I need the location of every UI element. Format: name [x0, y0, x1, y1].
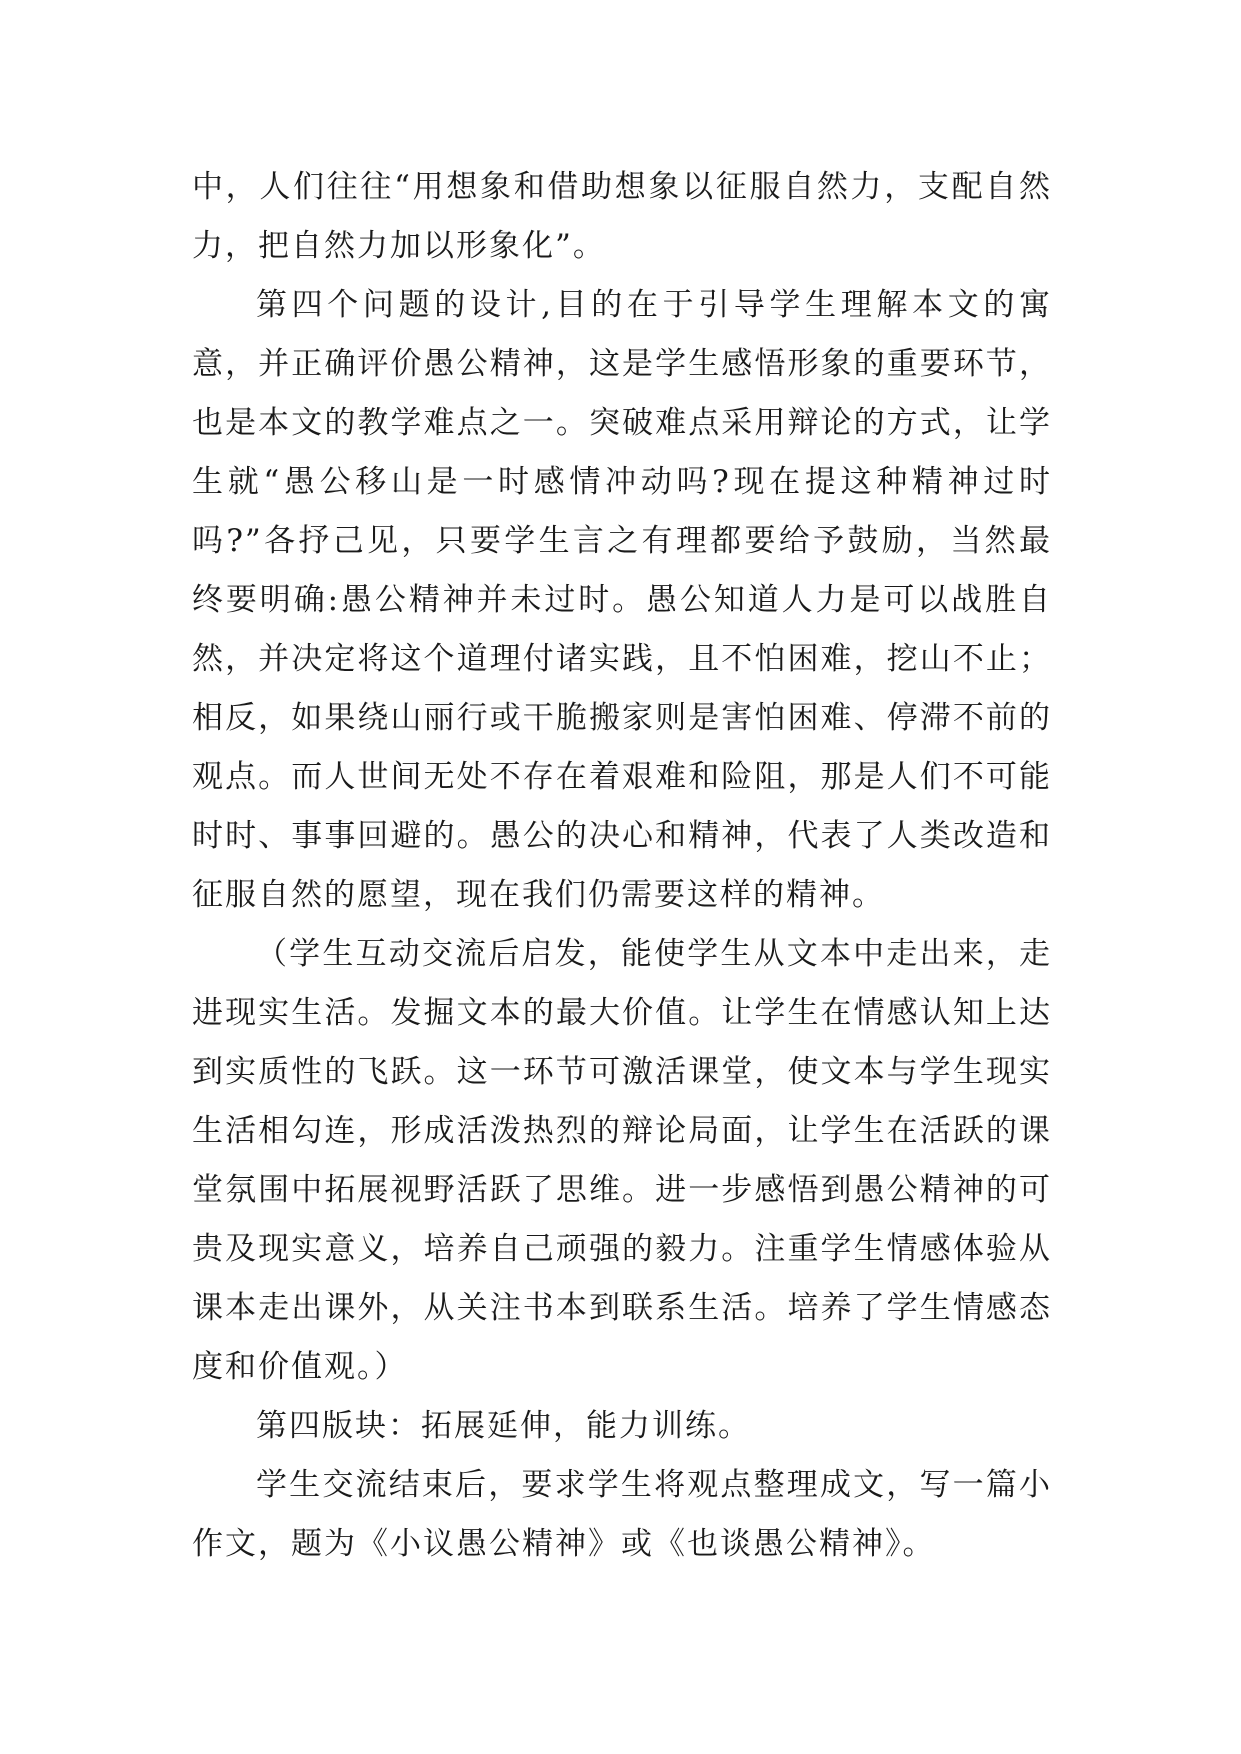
paragraph-continuation: 中，人们往往“用想象和借助想象以征服自然力，支配自然力，把自然力加以形象化”。 [192, 169, 1052, 264]
paragraph-assignment: 学生交流结束后，要求学生将观点整理成文，写一篇小作文，题为《小议愚公精神》或《也谈愚公精神》。 [192, 1467, 1052, 1562]
paragraph-question-four: 第四个问题的设计,目的在于引导学生理解本文的寓意，并正确评价愚公精神，这是学生感悟形象的重要环节，也是本文的教学难点之一。突破难点采用辩论的方式，让学生就“愚公移山是一时感情冲动吗?现在提这种精神过时吗?”各抒己见，只要学生言之有理都要给予鼓励，当然最终要明确:愚公精神并未过时。愚公知道人力是可以战胜自然，并决定将这个道理付诸实践，且不怕困难，挖山不止；相反，如果绕山丽行或干脆搬家则是害怕困难、停滞不前的观点。而人世间无处不存在着艰难和险阻，那是人们不可能时时、事事回避的。愚公的决心和精神，代表了人类改造和征服自然的愿望，现在我们仍需要这样的精神。 [192, 287, 1052, 913]
paragraph-section-heading: 第四版块：拓展延伸，能力训练。 [256, 1408, 751, 1444]
paragraph-teaching-note: （学生互动交流后启发，能使学生从文本中走出来，走进现实生活。发掘文本的最大价值。让学生在情感认知上达到实质性的飞跃。这一环节可激活课堂，使文本与学生现实生活相勾连，形成活泼热烈的辩论局面，让学生在活跃的课堂氛围中拓展视野活跃了思维。进一步感悟到愚公精神的可贵及现实意义，培养自己顽强的毅力。注重学生情感体验从课本走出课外，从关注书本到联系生活。培养了学生情感态度和价值观。） [192, 936, 1052, 1385]
document-body [192, 158, 1052, 1574]
